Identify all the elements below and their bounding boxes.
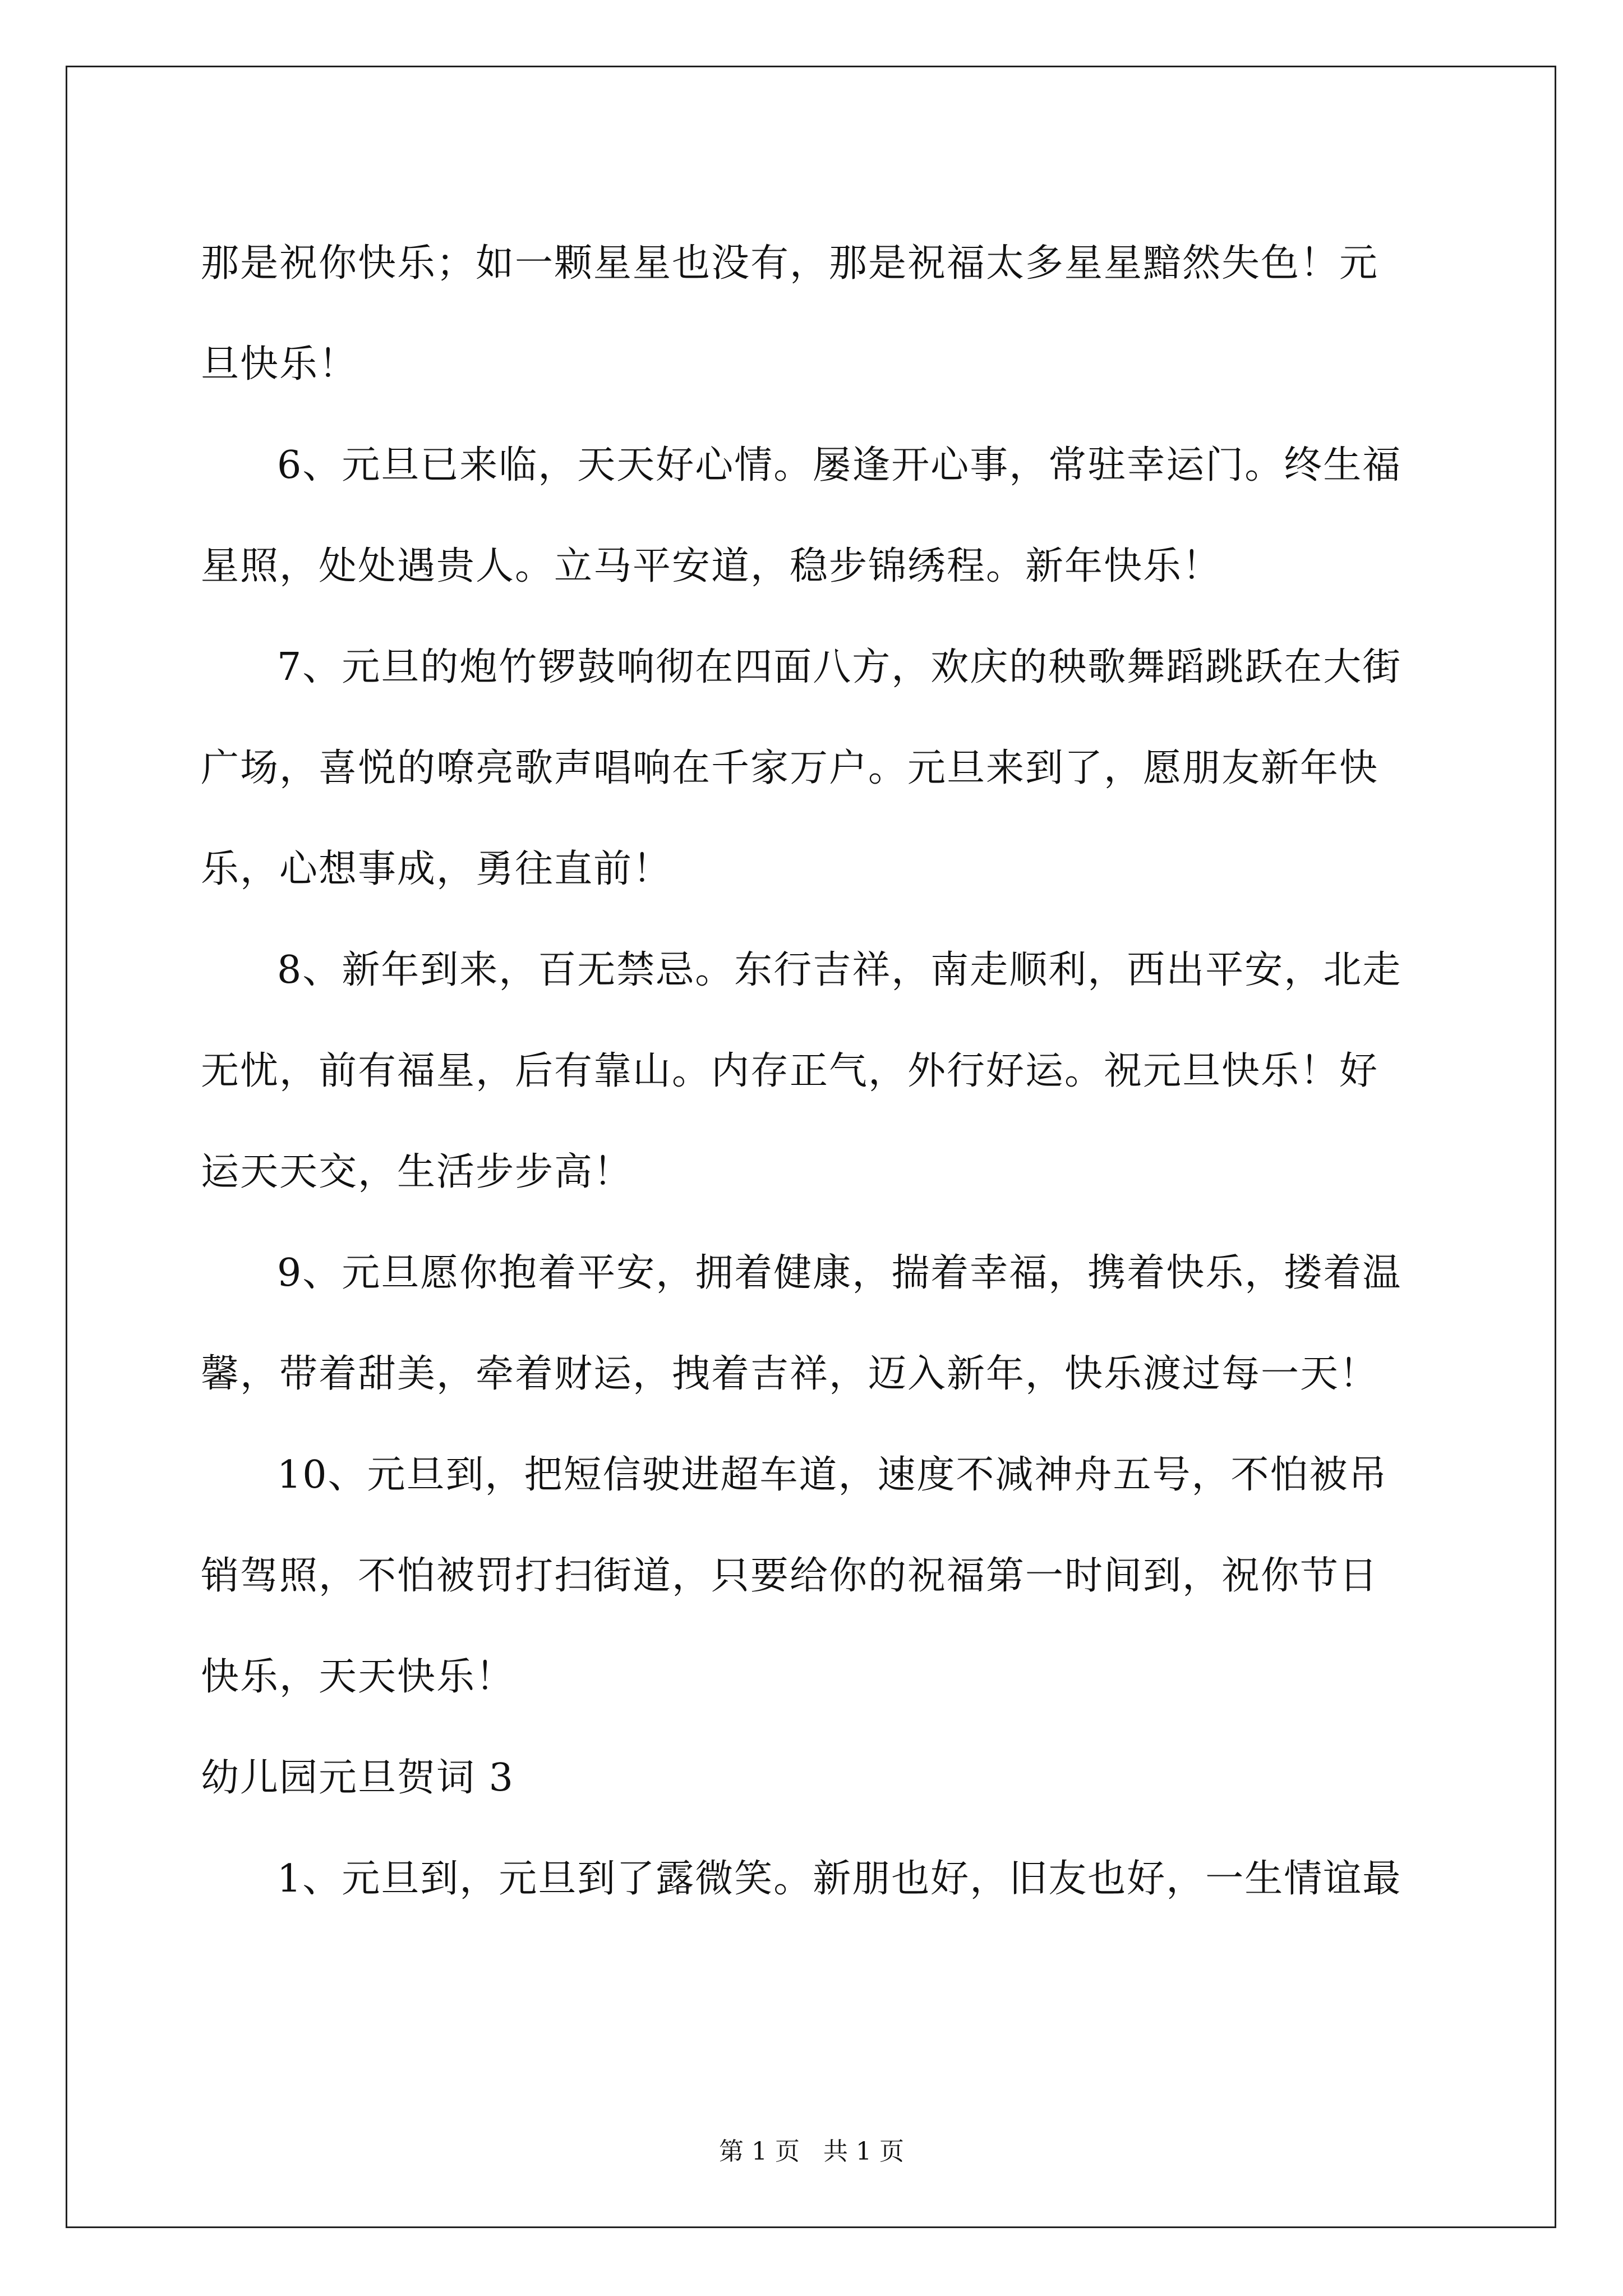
text-line: 9、元旦愿你抱着平安，拥着健康，揣着幸福，携着快乐，搂着温 (277, 1251, 1402, 1295)
paragraph (201, 415, 1429, 617)
text-line: 6、元旦已来临，天天好心情。屡逢开心事，常驻幸运门。终生福 (277, 443, 1402, 487)
page-footer: 第 1 页 共 1 页 (719, 2137, 904, 2166)
text-line: 广场，喜悦的嘹亮歌声唱响在千家万户。元旦来到了，愿朋友新年快 (201, 746, 1379, 790)
text-line: 馨，带着甜美，牵着财运，拽着吉祥，迈入新年，快乐渡过每一天！ (201, 1352, 1379, 1396)
document-body (201, 213, 1429, 1930)
text-line: 7、元旦的炮竹锣鼓响彻在四面八方，欢庆的秧歌舞蹈跳跃在大街 (277, 645, 1402, 689)
section-heading: 幼儿园元旦贺词 3 (201, 1756, 514, 1800)
text-line: 旦快乐！ (201, 342, 358, 386)
text-line: 运天天交，生活步步高！ (201, 1150, 633, 1194)
text-line: 那是祝你快乐；如一颗星星也没有，那是祝福太多星星黯然失色！元 (201, 241, 1379, 286)
text-line: 1、元旦到，元旦到了露微笑。新朋也好，旧友也好，一生情谊最 (277, 1857, 1402, 1901)
text-line: 快乐，天天快乐！ (201, 1655, 515, 1699)
text-line: 乐，心想事成，勇往直前！ (201, 847, 672, 891)
paragraph (201, 920, 1429, 1223)
paragraph (201, 1425, 1429, 1728)
paragraph (201, 1223, 1429, 1425)
text-line: 无忧，前有福星，后有靠山。内存正气，外行好运。祝元旦快乐！好 (201, 1049, 1379, 1093)
text-line: 10、元旦到，把短信驶进超车道，速度不减神舟五号，不怕被吊 (277, 1453, 1388, 1497)
paragraph (201, 1829, 1429, 1930)
text-line: 销驾照，不怕被罚打扫街道，只要给你的祝福第一时间到，祝你节日 (201, 1554, 1379, 1598)
text-line: 星照，处处遇贵人。立马平安道，稳步锦绣程。新年快乐！ (201, 544, 1222, 588)
text-line: 8、新年到来，百无禁忌。东行吉祥，南走顺利，西出平安，北走 (277, 948, 1402, 992)
paragraph (201, 213, 1429, 415)
paragraph (201, 617, 1429, 920)
